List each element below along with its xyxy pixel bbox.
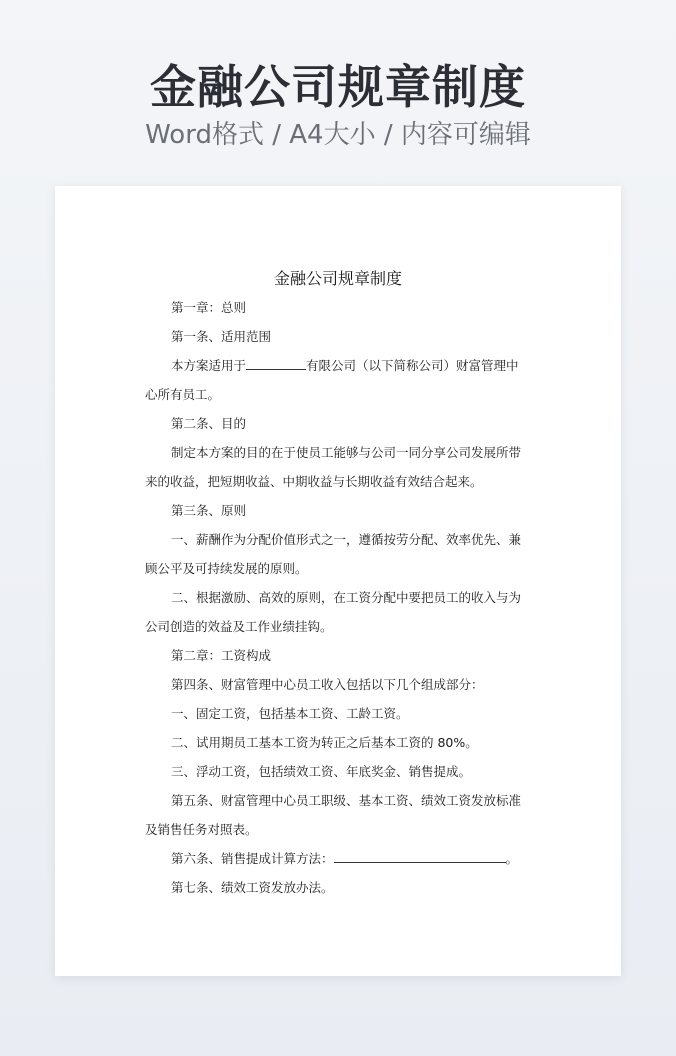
article-1-text-start: 本方案适用于 bbox=[171, 358, 247, 373]
article-4-item-1: 一、固定工资，包括基本工资、工龄工资。 bbox=[171, 706, 409, 721]
article-1-text-end: 有限公司（以下简称公司）财富管理中心所有员工。 bbox=[145, 358, 519, 402]
article-1-heading: 第一条、适用范围 bbox=[171, 329, 272, 344]
article-6-text bbox=[145, 844, 529, 873]
document-page bbox=[55, 186, 621, 976]
article-2-heading: 第二条、目的 bbox=[171, 416, 247, 431]
page-subtitle: Word格式 / A4大小 / 内容可编辑 bbox=[145, 120, 531, 150]
article-6-text-end: 。 bbox=[505, 851, 519, 866]
article-5-text: 第五条、财富管理中心员工职级、基本工资、绩效工资发放标准及销售任务对照表。 bbox=[145, 793, 522, 837]
article-1-text bbox=[145, 351, 529, 409]
article-3-heading: 第三条、原则 bbox=[171, 503, 247, 518]
calculation-method-blank bbox=[334, 848, 506, 863]
article-4-item-3: 三、浮动工资，包括绩效工资、年底奖金、销售提成。 bbox=[171, 764, 472, 779]
document-title: 金融公司规章制度 bbox=[273, 269, 402, 288]
article-4-heading: 第四条、财富管理中心员工收入包括以下几个组成部分： bbox=[171, 677, 484, 692]
chapter-2-heading: 第二章：工资构成 bbox=[171, 648, 272, 663]
article-3-item-2: 二、根据激励、高效的原则，在工资分配中要把员工的收入与为公司创造的效益及工作业绩挂钩。 bbox=[145, 590, 522, 634]
article-2-text: 制定本方案的目的在于使员工能够与公司一同分享公司发展所带来的收益，把短期收益、中期收益与长期收益有效结合起来。 bbox=[145, 445, 522, 489]
article-4-item-2: 二、试用期员工基本工资为转正之后基本工资的 80%。 bbox=[171, 735, 478, 750]
article-6-text-start: 第六条、销售提成计算方法： bbox=[171, 851, 334, 866]
page-title: 金融公司规章制度 bbox=[150, 60, 526, 114]
company-name-blank bbox=[246, 355, 306, 370]
chapter-1-heading: 第一章：总则 bbox=[171, 300, 247, 315]
article-7-text: 第七条、绩效工资发放办法。 bbox=[171, 880, 334, 895]
article-3-item-1: 一、薪酬作为分配价值形式之一，遵循按劳分配、效率优先、兼顾公平及可持续发展的原则。 bbox=[145, 532, 522, 576]
document-body bbox=[145, 293, 529, 902]
